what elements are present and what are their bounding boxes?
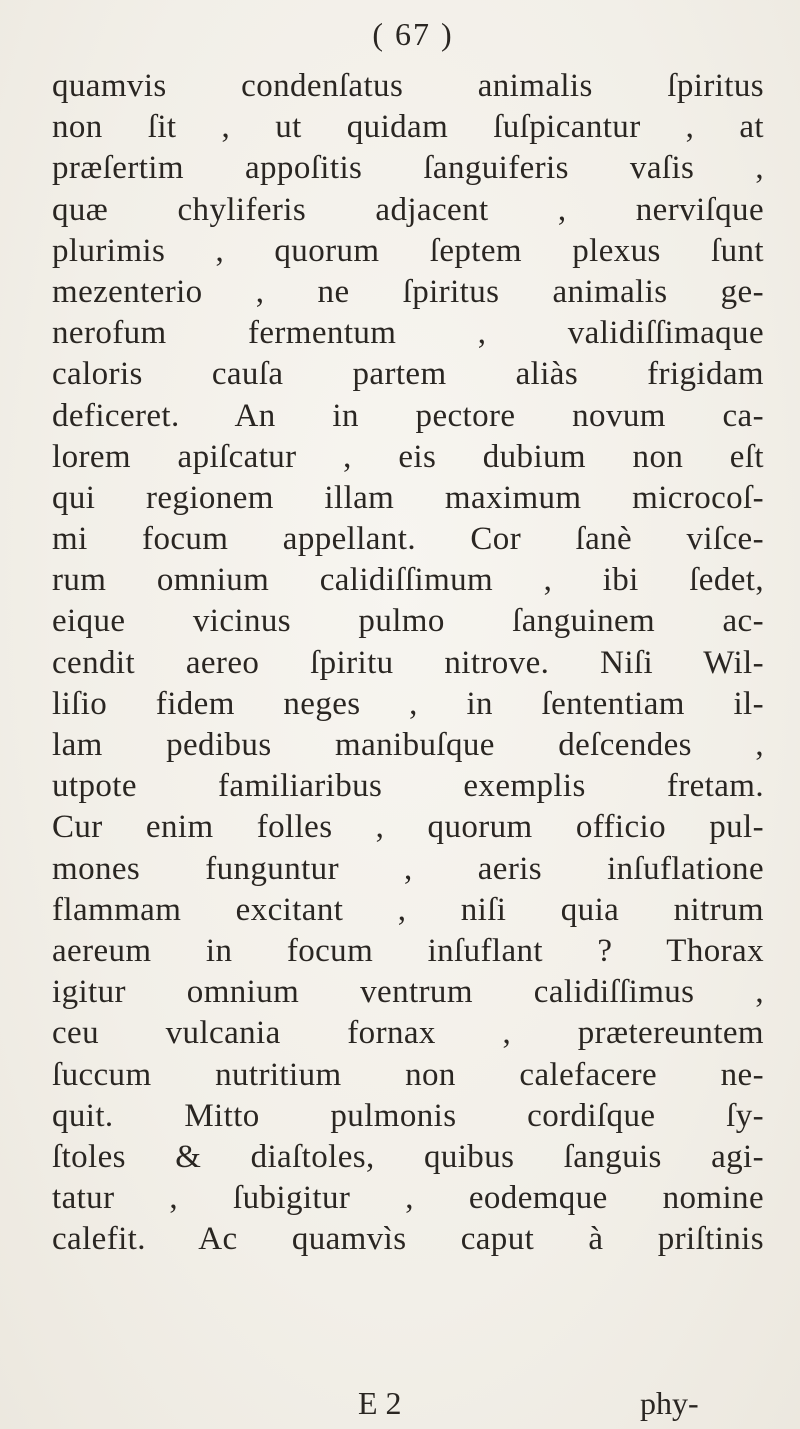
catchword: phy-: [640, 1385, 699, 1421]
text-line: quit. Mitto pulmonis cordiſque ſy-: [52, 1097, 764, 1134]
text-line: aereum in focum inſuflant ? Thorax: [52, 932, 764, 969]
text-line: utpote familiaribus exemplis fretam.: [52, 768, 764, 805]
text-line: mi focum appellant. Cor ſanè viſce-: [52, 521, 764, 558]
text-line: eique vicinus pulmo ſanguinem ac-: [52, 603, 764, 640]
body-text: [52, 66, 764, 1260]
text-line: mones funguntur , aeris inſuflatione: [52, 850, 764, 887]
text-line: caloris cauſa partem aliàs frigidam: [52, 356, 764, 393]
page-number: ( 67 ): [372, 16, 454, 52]
text-line: tatur , ſubigitur , eodemque nomine: [52, 1180, 764, 1217]
text-line: ceu vulcania fornax , prætereuntem: [52, 1015, 764, 1052]
text-line: ſtoles & diaſtoles, quibus ſanguis agi-: [52, 1138, 764, 1175]
page-footer: [0, 1385, 800, 1427]
text-line: lam pedibus manibuſque deſcendes ,: [52, 727, 764, 763]
text-line: mezenterio , ne ſpiritus animalis ge-: [52, 273, 764, 310]
text-line: quamvis condenſatus animalis ſpiritus: [52, 68, 764, 104]
text-line: deficeret. An in pectore novum ca-: [52, 397, 764, 434]
text-line: calefit. Ac quamvìs caput à priſtinis: [52, 1221, 764, 1258]
text-line: liſio fidem neges , in ſententiam il-: [52, 685, 764, 722]
text-line: cendit aereo ſpiritu nitrove. Niſi Wil-: [52, 644, 764, 681]
signature-mark: E 2: [358, 1385, 402, 1421]
text-line: quæ chyliferis adjacent , nerviſque: [52, 191, 764, 228]
text-line: præſertim appoſitis ſanguiferis vaſis ,: [52, 150, 764, 187]
text-line: Cur enim folles , quorum officio pul-: [52, 809, 764, 846]
text-line: plurimis , quorum ſeptem plexus ſunt: [52, 232, 764, 269]
text-line: qui regionem illam maximum microcoſ-: [52, 479, 764, 516]
text-line: non ſit , ut quidam ſuſpicantur , at: [52, 109, 764, 146]
text-line: ſuccum nutritium non calefacere ne-: [52, 1056, 764, 1093]
text-line: igitur omnium ventrum calidiſſimus ,: [52, 974, 764, 1011]
text-line: rum omnium calidiſſimum , ibi ſedet,: [52, 562, 764, 599]
text-line: flammam excitant , niſi quia nitrum: [52, 891, 764, 928]
text-line: lorem apiſcatur , eis dubium non eſt: [52, 438, 764, 475]
text-line: nerofum fermentum , validiſſimaque: [52, 315, 764, 352]
